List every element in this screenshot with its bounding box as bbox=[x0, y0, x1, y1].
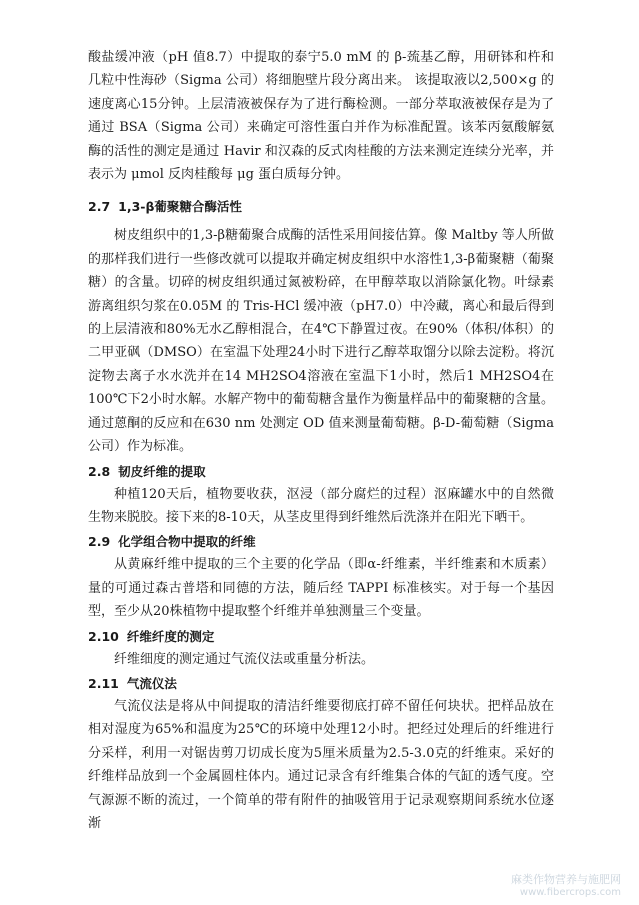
paragraph-airflow-method: 气流仪法是将从中间提取的清洁纤维要彻底打碎不留任何块状。把样品放在相对湿度为65%和温度为25℃的环境中处理12小时。把经过处理后的纤维进行分采样，利用一对锯齿剪刀切成长度为5厘米质量为2.5-3.0克的纤维束。采好的纤维样品放到一个金属圆柱体内。通过记录含有纤维集合体的气缸的透气度。空气源源不断的流过，一个简单的带有附件的抽吸管用于记录观察期间系统水位逐渐 bbox=[88, 698, 554, 831]
section-number: 2.10 bbox=[88, 628, 119, 644]
section-heading-2-8 bbox=[88, 461, 554, 483]
section-number: 2.11 bbox=[88, 675, 119, 691]
section-number: 2.9 bbox=[88, 534, 111, 550]
paragraph-pal-extraction: 酸盐缓冲液（pH 值8.7）中提取的泰宁5.0 mM 的 β-巯基乙醇，用研钵和杵和几粒中性海砂（Sigma 公司）将细胞壁片段分离出来。 该提取液以2,500×g 的速度离心15分钟。上层清液被保存为了进行酶检测。一部分萃取液被保存是为了通过 BSA（Sigma 公司）来确定可溶性蛋白并作为标准配置。该苯丙氨酸解氨酶的活性的测定是通过 Havir 和汉森的反式肉桂酸的方法来测定连续分光率，并表示为 μmol 反肉桂酸每 μg 蛋白质每分钟。 bbox=[88, 50, 554, 183]
paragraph-fiber-extraction: 种植120天后，植物要收获，沤浸（部分腐烂的过程）沤麻罐水中的自然微生物来脱胶。接下来的8-10天，从茎皮里得到纤维然后洗涤并在阳光下晒干。 bbox=[88, 486, 554, 525]
section-number: 2.8 bbox=[88, 463, 111, 479]
section-title: 纤维纤度的测定 bbox=[126, 628, 215, 644]
paragraph-glucan-synthase: 树皮组织中的1,3-β糖葡聚合成酶的活性采用间接估算。像 Maltby 等人所做的那样我们进行一些修改就可以提取并确定树皮组织中水溶性1,3-β葡聚糖（葡聚糖）的含量。切碎的树皮组织通过氮被粉碎，在甲醇萃取以消除氯化物。叶绿素游离组织匀浆在0.05M 的 Tris-HCl 缓冲液（pH7.0）中冷藏，离心和最后得到的上层清液和80%无水乙醇相混合，在4℃下静置过夜。在90%（体积/体积）的二甲亚砜（DMSO）在室温下处理24小时下进行乙醇萃取馏分以除去淀粉。将沉淀物去离子水水洗并在14 MH2SO4溶液在室温下1小时，然后1 MH2SO4在100℃下2小时水解。水解产物中的葡萄糖含量作为衡量样品中的葡聚糖的含量。通过蒽酮的反应和在630 nm 处测定 OD 值来测量葡萄糖。β-D-葡萄糖（Sigma 公司）作为标准。 bbox=[88, 228, 554, 455]
paragraph-chemical-composition: 从黄麻纤维中提取的三个主要的化学品（即α-纤维素，半纤维素和木质素）量的可通过森古普塔和同德的方法，随后经 TAPPI 标准核实。对于每一个基因型，至少从20株植物中提取整个纤维并单独测量三个变量。 bbox=[88, 557, 554, 620]
watermark-title: 麻类作物营养与施肥网 bbox=[511, 873, 621, 886]
section-heading-2-7 bbox=[88, 196, 554, 218]
document-page bbox=[88, 46, 554, 835]
watermark-url: www.fibercrops.com bbox=[519, 887, 621, 898]
section-title: 化学组合物中提取的纤维 bbox=[118, 534, 256, 550]
site-watermark bbox=[511, 873, 621, 899]
section-heading-2-9 bbox=[88, 531, 554, 553]
section-number: 2.7 bbox=[88, 199, 111, 215]
section-title: 气流仪法 bbox=[126, 675, 177, 691]
section-heading-2-10 bbox=[88, 626, 554, 648]
section-title: 韧皮纤维的提取 bbox=[118, 463, 206, 479]
section-title: 1,3-β葡聚糖合酶活性 bbox=[118, 199, 242, 215]
section-heading-2-11 bbox=[88, 673, 554, 695]
paragraph-fineness: 纤维细度的测定通过气流仪法或重量分析法。 bbox=[114, 651, 375, 667]
